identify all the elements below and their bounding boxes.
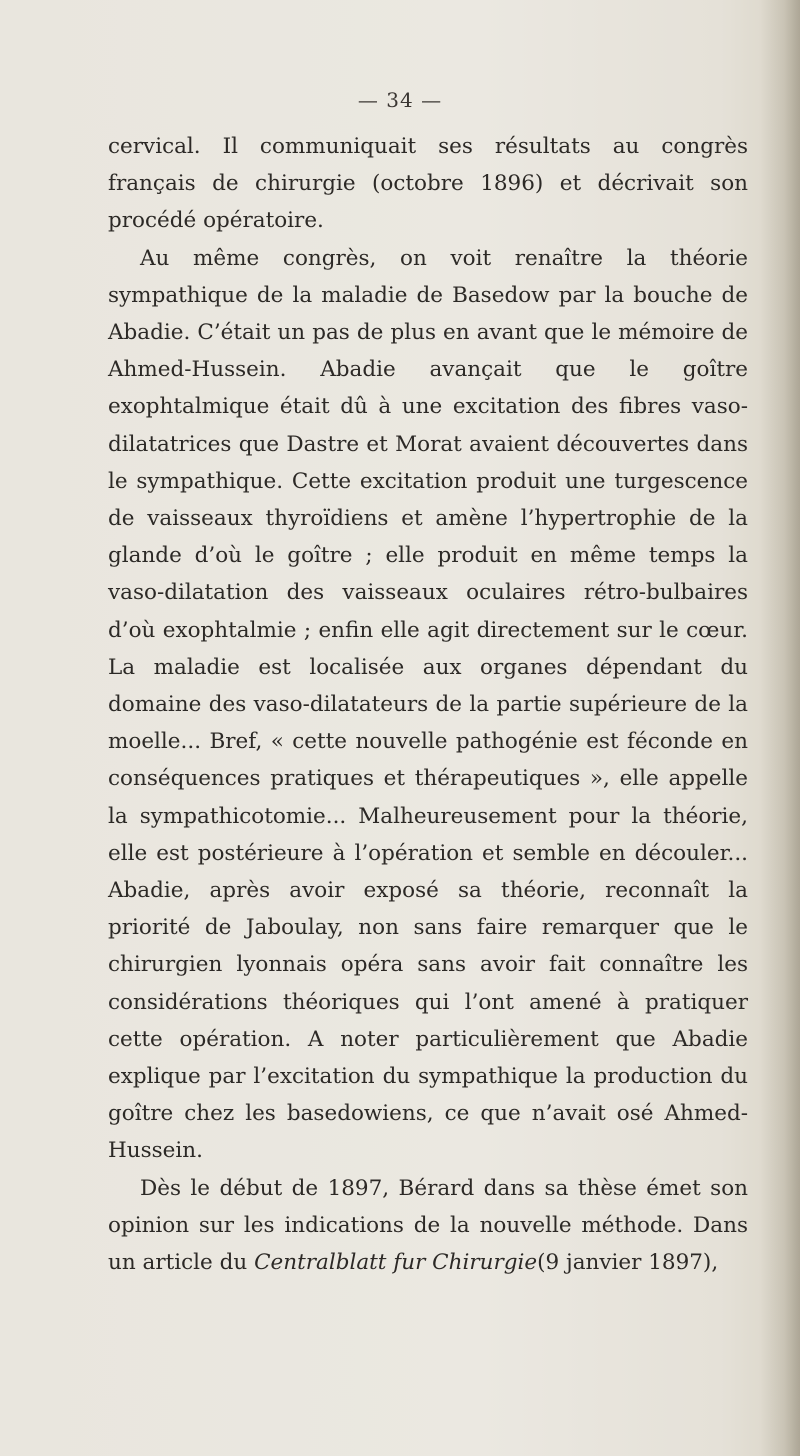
paragraph-3-text-after: (9 janvier 1897), (537, 1250, 719, 1276)
journal-title: Centralblatt fur Chirurgie (254, 1250, 538, 1276)
paragraph-3-text-before: Dès le début de 1897, Bérard dans sa thèse émet son opinion sur les indications de la nouvelle méthode. Dans un article du (108, 1175, 748, 1276)
paragraph-3 (108, 1170, 748, 1282)
page-edge-shadow (760, 0, 800, 1456)
paragraph-1: cervical. Il communiquait ses résultats au congrès français de chirurgie (octobre 1896) et décrivait son procédé opératoire. (108, 134, 748, 234)
page-number: — 34 — (357, 88, 443, 112)
body-text (108, 128, 748, 1281)
paragraph-2: Au même congrès, on voit renaître la théorie sympathique de la maladie de Basedow par la bouche de Abadie. C’était un pas de plus en avant que le mémoire de Ahmed-Hussein. Abadie avançait que le goître exophtalmique était dû à une excitation des fibres vaso-dilatatrices que Dastre et Morat avaient découvertes dans le sympathique. Cette excitation produit une turgescence de vaisseaux thyroïdiens et amène l’hypertrophie de la glande d’où le goître ; elle produit en même temps la vaso-dilatation des vaisseaux oculaires rétro-bulbaires d’où exophtalmie ; enfin elle agit directement sur le cœur. La maladie est localisée aux organes dépendant du domaine des vaso-dilatateurs de la partie supérieure de la moelle... Bref, « cette nouvelle pathogénie est féconde en conséquences pratiques et thérapeutiques », elle appelle la sympathicotomie... Malheureusement pour la théorie, elle est postérieure à l’opération et semble en découler... Abadie, après avoir exposé sa théorie, reconnaît la priorité de Jaboulay, non sans faire remarquer que le chirurgien lyonnais opéra sans avoir fait connaître les considérations théoriques qui l’ont amené à pratiquer cette opération. A noter particulièrement que Abadie explique par l’excitation du sympathique la production du goître chez les basedowiens, ce que n’avait osé Ahmed-Hussein. (108, 245, 748, 1164)
